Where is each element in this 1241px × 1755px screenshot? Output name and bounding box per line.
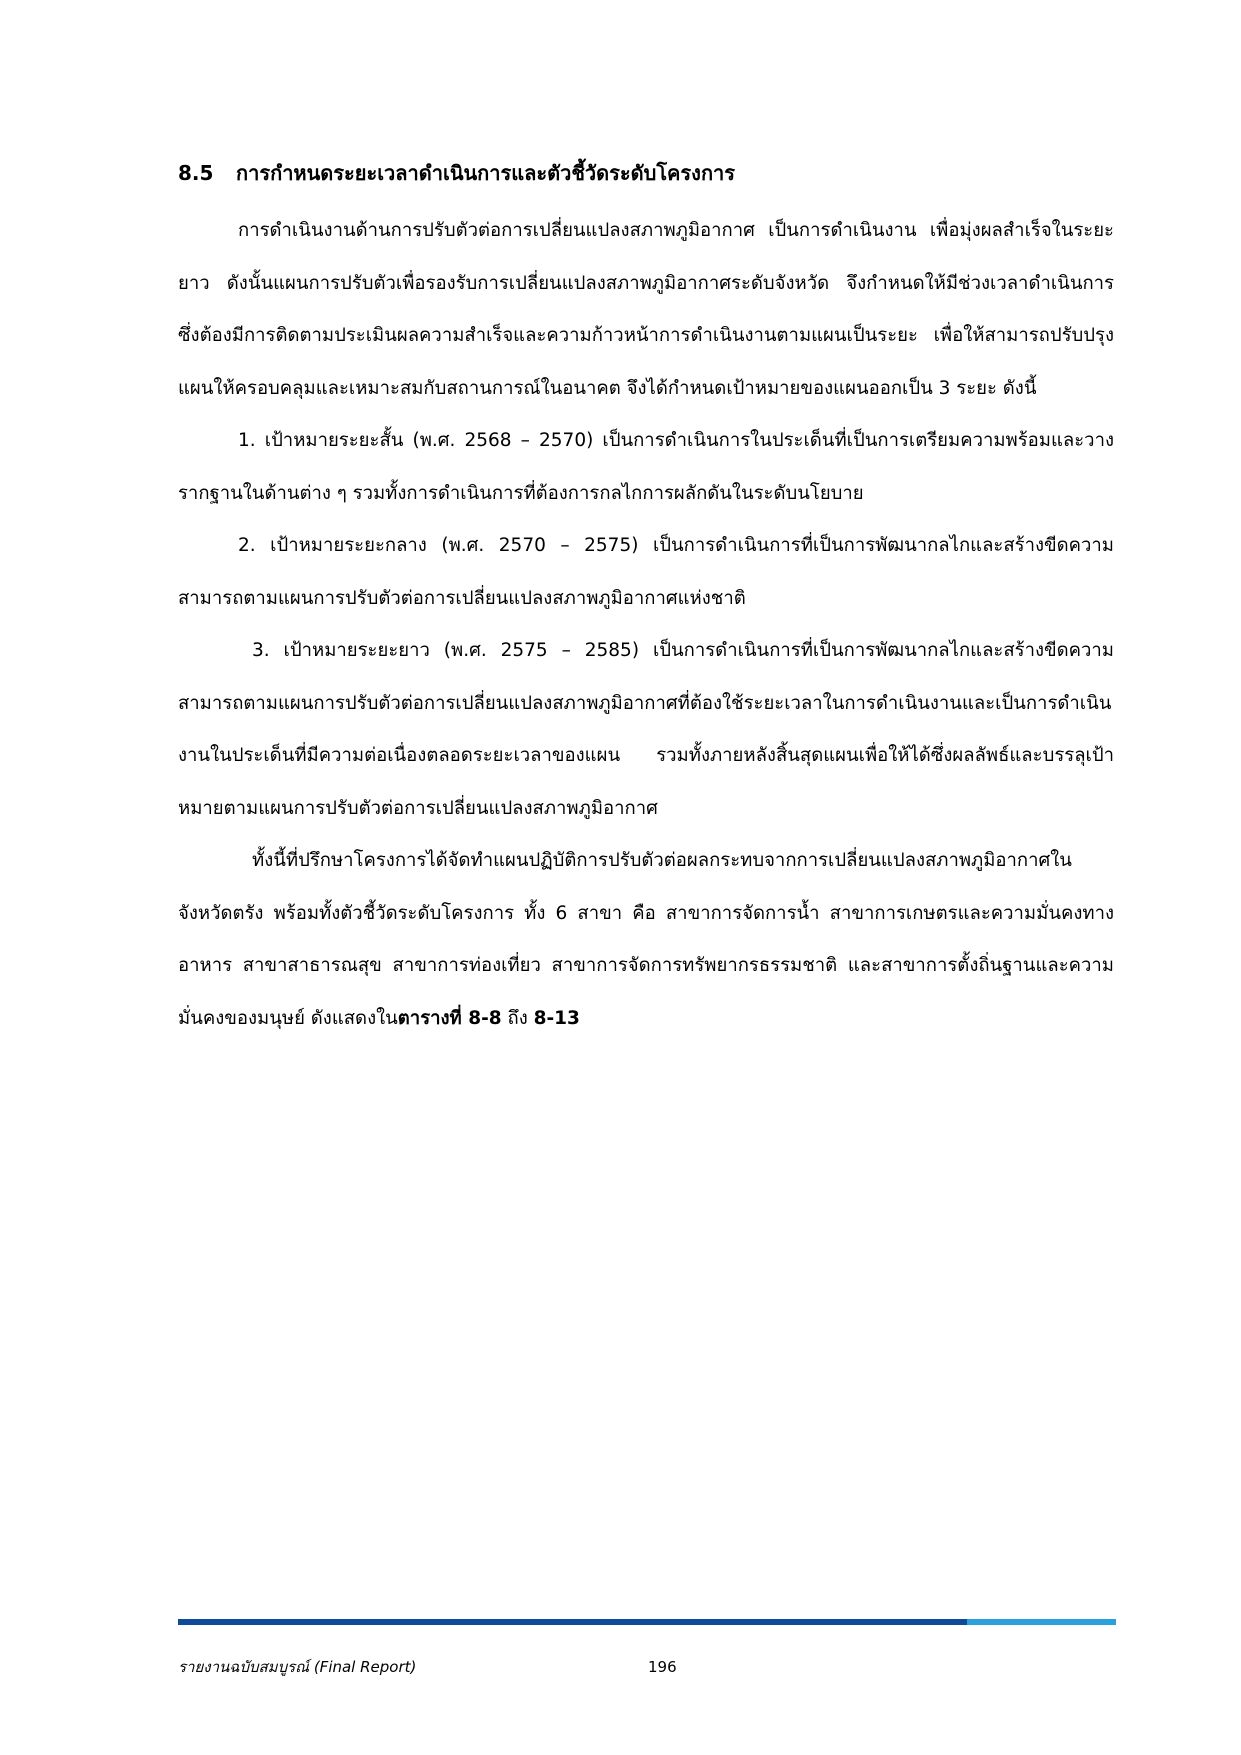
footer-page-number: 196	[648, 1658, 677, 1676]
goal-long-term-paragraph: 3. เป้าหมายระยะยาว (พ.ศ. 2575 – 2585) เป็นการดำเนินการที่เป็นการพัฒนากลไกและสร้างขีดความสามารถตามแผนการปรับตัวต่อการเปลี่ยนแปลงสภาพภูมิอากาศที่ต้องใช้ระยะเวลาในการดำเนินงานและเป็นการดำเนินงานในประเด็นที่มีความต่อเนื่องตลอดระยะเวลาของแผน รวมทั้งภายหลังสิ้นสุดแผนเพื่อให้ได้ซึ่งผลลัพธ์และบรรลุเป้าหมายตามแผนการปรับตัวต่อการเปลี่ยนแปลงสภาพภูมิอากาศ	[178, 640, 1114, 819]
closing-paragraph	[178, 835, 1114, 1045]
section-heading	[178, 158, 1128, 188]
section-title: การกำหนดระยะเวลาดำเนินการและตัวชี้วัดระดับโครงการ	[236, 161, 736, 185]
goal-short-term-paragraph: 1. เป้าหมายระยะสั้น (พ.ศ. 2568 – 2570) เป็นการดำเนินการในประเด็นที่เป็นการเตรียมความพร้อมและวางรากฐานในด้านต่าง ๆ รวมทั้งการดำเนินการที่ต้องการกลไกการผลักดันในระดับนโยบาย	[178, 430, 1114, 504]
goal-mid-term-paragraph: 2. เป้าหมายระยะกลาง (พ.ศ. 2570 – 2575) เป็นการดำเนินการที่เป็นการพัฒนากลไกและสร้างขีดความสามารถตามแผนการปรับตัวต่อการเปลี่ยนแปลงสภาพภูมิอากาศแห่งชาติ	[178, 535, 1114, 609]
footer-rule	[178, 1619, 1116, 1625]
body-text	[178, 205, 1114, 1045]
closing-text: ทั้งนี้ที่ปรึกษาโครงการได้จัดทำแผนปฏิบัติการปรับตัวต่อผลกระทบจากการเปลี่ยนแปลงสภาพภูมิอากาศในจังหวัดตรัง พร้อมทั้งตัวชี้วัดระดับโครงการ ทั้ง 6 สาขา คือ สาขาการจัดการน้ำ สาขาการเกษตรและความมั่นคงทางอาหาร สาขาสาธารณสุข สาขาการท่องเที่ยว สาขาการจัดการทรัพยากรธรรมชาติ และสาขาการตั้งถิ่นฐานและความมั่นคงของมนุษย์ ดังแสดงใน	[178, 850, 1114, 1029]
footer-rule-light-segment	[967, 1619, 1116, 1625]
footer-report-title: รายงานฉบับสมบูรณ์ (Final Report)	[178, 1658, 417, 1676]
intro-paragraph: การดำเนินงานด้านการปรับตัวต่อการเปลี่ยนแปลงสภาพภูมิอากาศ เป็นการดำเนินงาน เพื่อมุ่งผลสำเร็จในระยะยาว ดังนั้นแผนการปรับตัวเพื่อรองรับการเปลี่ยนแปลงสภาพภูมิอากาศระดับจังหวัด จึงกำหนดให้มีช่วงเวลาดำเนินการ ซึ่งต้องมีการติดตามประเมินผลความสำเร็จและความก้าวหน้าการดำเนินงานตามแผนเป็นระยะ เพื่อให้สามารถปรับปรุงแผนให้ครอบคลุมและเหมาะสมกับสถานการณ์ในอนาคต จึงได้กำหนดเป้าหมายของแผนออกเป็น 3 ระยะ ดังนี้	[178, 220, 1114, 399]
table-reference: ตารางที่ 8-8	[397, 1007, 502, 1029]
closing-connector: ถึง	[501, 1007, 534, 1029]
table-reference-end: 8-13	[533, 1007, 580, 1029]
footer-rule-dark-segment	[178, 1619, 967, 1625]
section-number: 8.5	[178, 161, 214, 185]
